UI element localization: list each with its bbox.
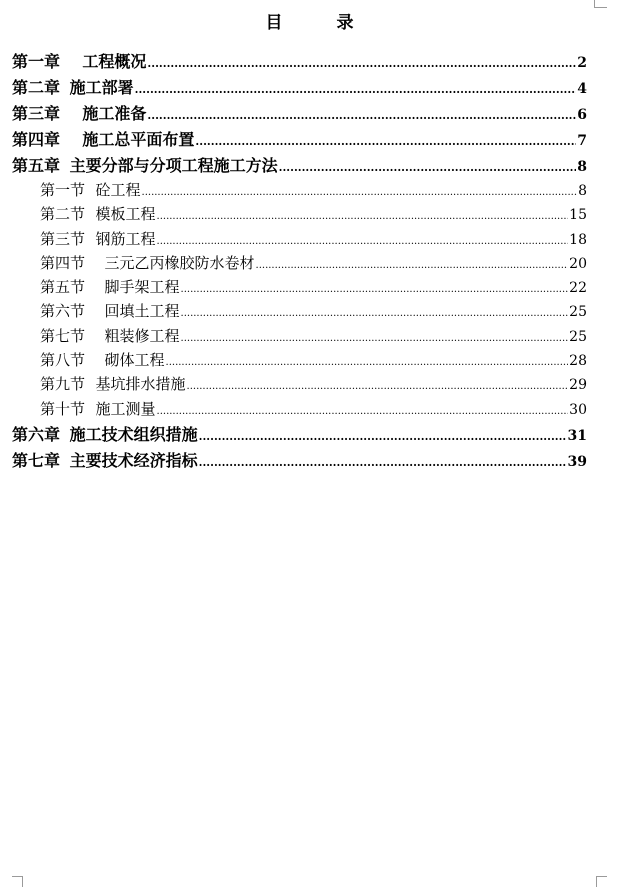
toc-entry-number: 第一章 [12, 52, 61, 71]
toc-leader-dots [256, 260, 569, 271]
toc-entry-number: 第四节 [40, 253, 86, 272]
toc-entry-label [40, 276, 180, 297]
toc-entry-page: 30 [569, 401, 587, 418]
toc-entry-number: 第七节 [40, 326, 86, 345]
toc-entry[interactable] [12, 276, 587, 300]
toc-entry-page: 22 [569, 280, 587, 297]
toc-entry[interactable] [12, 252, 587, 276]
toc-entry[interactable] [12, 153, 587, 179]
toc-entry-title: 施工技术组织措施 [69, 424, 198, 444]
toc-entry-label [12, 127, 194, 150]
toc-entry-page: 7 [577, 133, 587, 149]
toc-entry-number: 第二章 [12, 78, 61, 97]
toc-leader-dots [181, 308, 569, 319]
toc-entry-number: 第七章 [12, 450, 61, 470]
toc-leader-dots [157, 236, 569, 247]
toc-entry-title: 工程概况 [82, 52, 147, 71]
toc-entry-page: 4 [577, 81, 587, 97]
toc-entry-number: 第五章 [12, 156, 61, 175]
toc-entry-page: 39 [567, 453, 587, 470]
crop-mark-bottom-left [12, 876, 23, 887]
toc-entry-number: 第五节 [40, 278, 86, 297]
toc-entry-label [40, 228, 156, 249]
toc-leader-dots [157, 211, 569, 222]
toc-entry-page: 15 [569, 207, 587, 224]
toc-entry-page: 25 [569, 328, 587, 345]
toc-leader-dots [157, 406, 569, 417]
toc-entry-label [40, 252, 255, 273]
toc-leader-dots [147, 57, 576, 70]
toc-entry-label [40, 349, 165, 370]
toc-entry-title: 钢筋工程 [95, 229, 156, 248]
toc-entry-title: 主要技术经济指标 [69, 450, 198, 470]
toc-leader-dots [199, 430, 567, 443]
toc-entry-title: 施工部署 [69, 78, 134, 97]
toc-leader-dots [195, 135, 576, 148]
toc-entry-label [12, 153, 278, 176]
toc-entry-number: 第六节 [40, 302, 86, 321]
toc-entry-label [12, 448, 198, 471]
toc-entry-title: 回填土工程 [104, 302, 180, 321]
toc-entry-label [40, 179, 141, 200]
toc-entry-number: 第三节 [40, 229, 86, 248]
toc-entry-number: 第九节 [40, 375, 86, 394]
toc-entry-label [40, 373, 186, 394]
toc-leader-dots [199, 456, 567, 469]
toc-entry-label [40, 398, 156, 419]
toc-entry[interactable] [12, 179, 587, 203]
toc-leader-dots [187, 381, 569, 392]
toc-entry-page: 28 [569, 353, 587, 370]
toc-entry-title: 施工测量 [95, 399, 156, 418]
toc-entry-label [40, 325, 180, 346]
toc-entry-label [40, 300, 180, 321]
toc-entry-number: 第四章 [12, 130, 61, 149]
toc-entry[interactable] [12, 448, 587, 474]
crop-mark-top-right [594, 0, 607, 8]
toc-entry[interactable] [12, 373, 587, 397]
toc-entry-label [12, 101, 146, 124]
toc-leader-dots [166, 357, 569, 368]
toc-entry[interactable] [12, 228, 587, 252]
toc-entry-title: 施工总平面布置 [82, 130, 195, 149]
toc-entry[interactable] [12, 422, 587, 448]
toc-entry-label [12, 49, 146, 72]
toc-entry-page: 20 [569, 255, 587, 272]
toc-entry[interactable] [12, 325, 587, 349]
toc-entry-title: 砌体工程 [104, 351, 165, 370]
toc-entry-page: 29 [569, 377, 587, 394]
toc-entry-title: 施工准备 [82, 104, 147, 123]
toc-entry-number: 第八节 [40, 351, 86, 370]
toc-entry-title: 三元乙丙橡胶防水卷材 [104, 253, 255, 272]
toc-entry-label [40, 203, 156, 224]
toc-entry-number: 第三章 [12, 104, 61, 123]
toc-entry-page: 8 [577, 159, 587, 175]
toc-entry[interactable] [12, 75, 587, 101]
toc-entry[interactable] [12, 398, 587, 422]
toc-entry-page: 8 [578, 183, 587, 199]
toc-entry-number: 第一节 [40, 181, 86, 199]
toc-entry-number: 第二节 [40, 205, 86, 224]
table-of-contents [12, 49, 587, 474]
toc-entry-title: 主要分部与分项工程施工方法 [69, 156, 278, 175]
toc-entry[interactable] [12, 349, 587, 373]
toc-entry-page: 25 [569, 304, 587, 321]
toc-entry-title: 砼工程 [95, 181, 141, 199]
toc-leader-dots [135, 83, 577, 96]
toc-entry-label [12, 75, 134, 98]
toc-leader-dots [279, 161, 577, 174]
toc-entry-page: 31 [567, 427, 587, 444]
toc-entry-label [12, 422, 198, 445]
document-title: 目 录 [265, 13, 378, 33]
toc-leader-dots [181, 284, 569, 295]
toc-entry-page: 18 [569, 231, 587, 248]
toc-entry-page: 2 [577, 55, 587, 71]
crop-mark-bottom-right [596, 876, 607, 887]
toc-entry[interactable] [12, 300, 587, 324]
toc-entry[interactable] [12, 127, 587, 153]
toc-entry-title: 脚手架工程 [104, 278, 180, 297]
toc-leader-dots [147, 109, 576, 122]
toc-entry-title: 粗装修工程 [104, 326, 180, 345]
toc-leader-dots [142, 187, 578, 198]
toc-entry[interactable] [12, 101, 587, 127]
toc-entry-page: 6 [577, 107, 587, 123]
toc-entry-number: 第六章 [12, 424, 61, 444]
toc-leader-dots [181, 333, 569, 344]
toc-entry-title: 基坑排水措施 [95, 375, 186, 394]
toc-entry[interactable] [12, 203, 587, 227]
toc-entry[interactable] [12, 49, 587, 75]
toc-entry-number: 第十节 [40, 399, 86, 418]
toc-entry-title: 模板工程 [95, 205, 156, 224]
